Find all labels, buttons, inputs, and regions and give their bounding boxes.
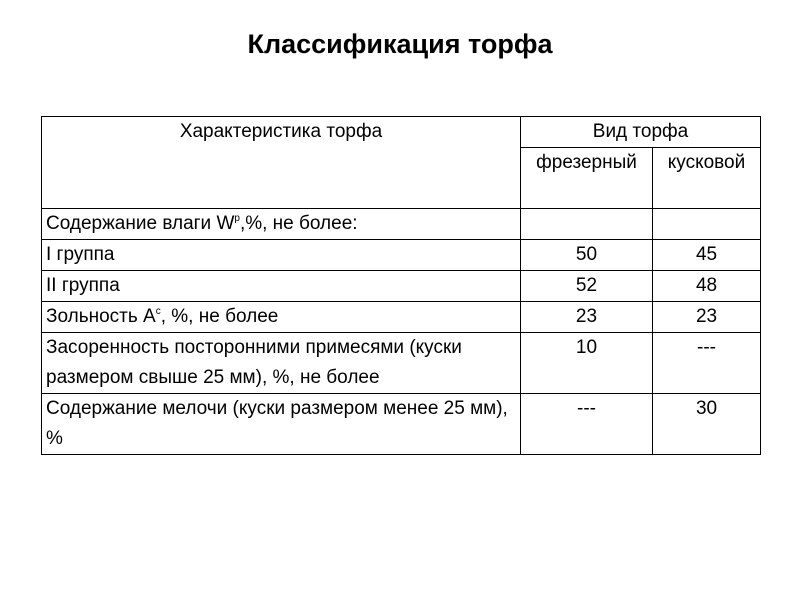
cell-milled: 10 [521, 333, 653, 394]
row-label: I группа [42, 240, 521, 271]
row-label-main: Содержание влаги W [46, 213, 235, 234]
cell-milled: 23 [521, 302, 653, 333]
row-label: II группа [42, 271, 521, 302]
cell-milled: 52 [521, 271, 653, 302]
header-peat-type: Вид торфа [521, 117, 761, 148]
row-label-ash [42, 302, 521, 333]
table-row-ash [42, 302, 761, 333]
row-label: Содержание мелочи (куски размером менее 25 мм), % [42, 394, 521, 455]
page-title: Классификация торфа [247, 29, 553, 59]
cell-lump: 23 [653, 302, 761, 333]
table-row-impurities [42, 333, 761, 394]
table-row-moisture [42, 209, 761, 240]
peat-classification-table [41, 116, 761, 455]
row-label: Засоренность посторонними примесями (куски размером свыше 25 мм), %, не более [42, 333, 521, 394]
row-label-moisture [42, 209, 521, 240]
cell-lump: 30 [653, 394, 761, 455]
table-row-group-1 [42, 240, 761, 271]
row-label-tail: ,%, не более: [239, 213, 358, 234]
cell-lump: 45 [653, 240, 761, 271]
cell-lump: --- [653, 333, 761, 394]
cell-milled [521, 209, 653, 240]
cell-milled: 50 [521, 240, 653, 271]
header-milled: фрезерный [521, 148, 653, 209]
header-lump: кусковой [653, 148, 761, 209]
row-label-superscript: р [234, 213, 240, 224]
table-row-fines [42, 394, 761, 455]
cell-lump [653, 209, 761, 240]
cell-lump: 48 [653, 271, 761, 302]
cell-milled: --- [521, 394, 653, 455]
table-header-row [42, 117, 761, 148]
table-row-group-2 [42, 271, 761, 302]
row-label-main: Зольность A [46, 306, 156, 327]
row-label-superscript: с [155, 306, 161, 317]
row-label-tail: , %, не более [160, 306, 279, 327]
header-characteristic: Характеристика торфа [42, 117, 521, 209]
